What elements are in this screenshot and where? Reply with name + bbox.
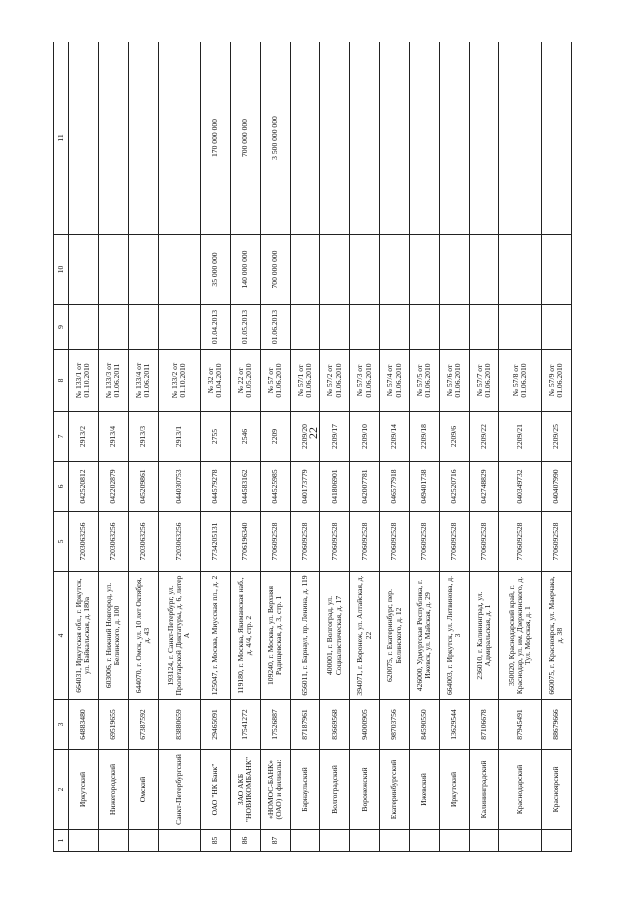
inn-cell: 7706196340 <box>230 512 260 572</box>
bik-cell: 044525985 <box>260 462 290 512</box>
inn-cell: 7706092528 <box>260 512 290 572</box>
amount-cell <box>409 235 439 305</box>
limit-cell <box>320 42 350 235</box>
agreement-cell: № 57/6 от 01.06.2010 <box>439 350 469 412</box>
date-cell <box>409 305 439 350</box>
limit-cell <box>98 42 128 235</box>
address-cell: 400001, г. Волгоград, ул. Социалистическая, д. 17 <box>320 572 350 700</box>
agreement-cell: № 22 от 01.05.2010 <box>230 350 260 412</box>
amount-cell <box>69 235 99 305</box>
agreement-cell: № 133/1 от 01.10.2010 <box>69 350 99 412</box>
okpo-cell: 87187961 <box>290 700 320 750</box>
bank-name-cell: Нижегородский <box>98 750 128 830</box>
agreement-cell: № 57/3 от 01.06.2010 <box>350 350 380 412</box>
table-row <box>128 42 158 852</box>
address-cell: 664031, Иркутская обл., г. Иркутск, ул. Байкальская, д. 180а <box>69 572 99 700</box>
table-row <box>380 42 410 852</box>
reg-number-cell: 2913/4 <box>98 412 128 462</box>
agreement-cell: № 57/2 от 01.06.2010 <box>320 350 350 412</box>
row-number-cell <box>290 830 320 852</box>
reg-number-cell: 2913/2 <box>69 412 99 462</box>
okpo-cell: 88679666 <box>541 700 571 750</box>
bank-name-cell: Ижевский <box>409 750 439 830</box>
page-number: 22 <box>306 427 320 439</box>
reg-number-cell: 2209/21 <box>499 412 542 462</box>
okpo-cell: 64883480 <box>69 700 99 750</box>
table-row <box>290 42 320 852</box>
address-cell: 394071, г. Воронеж, ул. Алтайская, д. 22 <box>350 572 380 700</box>
row-number-cell <box>69 830 99 852</box>
column-header: 9 <box>54 305 69 350</box>
address-cell: 620075, г. Екатеринбург, пер. Белинского, д. 12 <box>380 572 410 700</box>
amount-cell <box>158 235 201 305</box>
row-number-cell <box>158 830 201 852</box>
agreement-cell: № 57/4 от 01.06.2010 <box>380 350 410 412</box>
date-cell <box>439 305 469 350</box>
amount-cell: 700 000 000 <box>260 235 290 305</box>
table-row <box>439 42 469 852</box>
reg-number-cell: 2209/17 <box>320 412 350 462</box>
date-cell <box>69 305 99 350</box>
bik-cell: 046577918 <box>380 462 410 512</box>
bik-cell: 040173779 <box>290 462 320 512</box>
address-cell: 350020, Краснодарский край, г. Краснодар, ул. им. Дзержинского, д. Тул. Морская, д. 1 <box>499 572 542 700</box>
bank-name-cell: Омский <box>128 750 158 830</box>
inn-cell: 7203063256 <box>69 512 99 572</box>
limit-cell: 700 000 000 <box>230 42 260 235</box>
amount-cell <box>290 235 320 305</box>
date-cell <box>98 305 128 350</box>
column-header: 6 <box>54 462 69 512</box>
inn-cell: 7203063256 <box>158 512 201 572</box>
address-cell: 603006, г. Нижний Новгород, ул. Белинского, д. 100 <box>98 572 128 700</box>
table-row <box>499 42 542 852</box>
bik-cell: 049401738 <box>409 462 439 512</box>
bik-cell: 041806901 <box>320 462 350 512</box>
address-cell: 119180, г. Москва, Якиманская наб., д. 4/4, стр. 2 <box>230 572 260 700</box>
address-cell: 660075, г. Красноярск, ул. Маерчака, д. 38 <box>541 572 571 700</box>
limit-cell <box>380 42 410 235</box>
bank-name-cell: Краснодарский <box>499 750 542 830</box>
date-cell: 01.05.2013 <box>230 305 260 350</box>
amount-cell <box>128 235 158 305</box>
table-row <box>469 42 499 852</box>
inn-cell: 7734205131 <box>201 512 231 572</box>
table-row <box>69 42 99 852</box>
row-number-cell <box>380 830 410 852</box>
reg-number-cell: 2209/14 <box>380 412 410 462</box>
table-row <box>98 42 128 852</box>
limit-cell <box>69 42 99 235</box>
column-header: 3 <box>54 700 69 750</box>
okpo-cell: 17541272 <box>230 700 260 750</box>
bik-cell: 044579278 <box>201 462 231 512</box>
column-header: 8 <box>54 350 69 412</box>
agreement-cell: № 57 от 01.06.2010 <box>260 350 290 412</box>
table-row <box>230 42 260 852</box>
okpo-cell: 84590550 <box>409 700 439 750</box>
column-number-row <box>54 42 69 852</box>
table-row <box>320 42 350 852</box>
address-cell: 426000, Удмуртская Республика, г. Ижевск, ул. Майская, д. 29 <box>409 572 439 700</box>
rotated-page-frame <box>53 42 572 852</box>
agreement-cell: № 57/1 от 01.06.2010 <box>290 350 320 412</box>
limit-cell: 3 500 000 000 <box>260 42 290 235</box>
bik-cell: 042202879 <box>98 462 128 512</box>
row-number-cell <box>409 830 439 852</box>
bank-name-cell: Иркутский <box>439 750 469 830</box>
row-number-cell <box>541 830 571 852</box>
table-row <box>541 42 571 852</box>
reg-number-cell: 2209/22 <box>469 412 499 462</box>
bik-cell: 040407990 <box>541 462 571 512</box>
bik-cell: 042520716 <box>439 462 469 512</box>
address-cell: 664003, г. Иркутск, ул. Литвинова, д. 3 <box>439 572 469 700</box>
inn-cell: 7706092528 <box>499 512 542 572</box>
date-cell: 01.06.2013 <box>260 305 290 350</box>
column-header: 11 <box>54 42 69 235</box>
reg-number-cell: 2209/18 <box>409 412 439 462</box>
okpo-cell: 69519655 <box>98 700 128 750</box>
limit-cell <box>409 42 439 235</box>
agreement-cell: № 57/8 от 01.06.2010 <box>499 350 542 412</box>
okpo-cell: 17526887 <box>260 700 290 750</box>
column-header: 5 <box>54 512 69 572</box>
agreement-cell: № 57/9 от 01.06.2010 <box>541 350 571 412</box>
amount-cell: 35 000 000 <box>201 235 231 305</box>
table-row <box>158 42 201 852</box>
inn-cell: 7706092528 <box>350 512 380 572</box>
row-number-cell <box>320 830 350 852</box>
bank-name-cell: Волгоградский <box>320 750 350 830</box>
reg-number-cell: 2913/1 <box>158 412 201 462</box>
bank-name-cell: «НОМОС-БАНК» (ОАО) и филиалы: <box>260 750 290 830</box>
agreement-cell: № 133/4 от 01.06.2011 <box>128 350 158 412</box>
column-header: 2 <box>54 750 69 830</box>
agreement-cell: № 57/7 от 01.06.2010 <box>469 350 499 412</box>
okpo-cell: 98703756 <box>380 700 410 750</box>
reg-number-cell: 2209 <box>260 412 290 462</box>
okpo-cell: 83669568 <box>320 700 350 750</box>
okpo-cell: 13629544 <box>439 700 469 750</box>
bik-cell: 044030753 <box>158 462 201 512</box>
bank-name-cell: Барнаульский <box>290 750 320 830</box>
amount-cell <box>439 235 469 305</box>
date-cell <box>158 305 201 350</box>
table-row <box>201 42 231 852</box>
limit-cell <box>541 42 571 235</box>
column-header: 10 <box>54 235 69 305</box>
agreement-cell: № 32 от 01.04.2010 <box>201 350 231 412</box>
row-number-cell <box>98 830 128 852</box>
date-cell <box>320 305 350 350</box>
amount-cell <box>469 235 499 305</box>
address-cell: 236010, г. Калининград, ул. Адмиральская, д. 1 <box>469 572 499 700</box>
date-cell <box>350 305 380 350</box>
reg-number-cell: 2209/25 <box>541 412 571 462</box>
reg-number-cell: 2913/3 <box>128 412 158 462</box>
bik-cell: 045209861 <box>128 462 158 512</box>
bank-name-cell: ЗАО АКБ "НОВИКОМБАНК" <box>230 750 260 830</box>
inn-cell: 7706092528 <box>290 512 320 572</box>
amount-cell <box>350 235 380 305</box>
bank-name-cell: Калининградский <box>469 750 499 830</box>
agreement-cell: № 133/2 от 01.10.2010 <box>158 350 201 412</box>
address-cell: 656011, г. Барнаул, пр. Ленина, д. 119 <box>290 572 320 700</box>
amount-cell <box>320 235 350 305</box>
bik-cell: 042520812 <box>69 462 99 512</box>
limit-cell <box>158 42 201 235</box>
limit-cell: 170 000 000 <box>201 42 231 235</box>
bank-name-cell: Санкт-Петербургский <box>158 750 201 830</box>
amount-cell: 140 000 000 <box>230 235 260 305</box>
inn-cell: 7706092528 <box>409 512 439 572</box>
date-cell <box>290 305 320 350</box>
okpo-cell: 94000905 <box>350 700 380 750</box>
rotated-table-wrapper <box>53 42 572 852</box>
row-number-cell <box>499 830 542 852</box>
inn-cell: 7203063256 <box>98 512 128 572</box>
reg-number-cell: 2546 <box>230 412 260 462</box>
register-table <box>53 42 572 852</box>
limit-cell <box>350 42 380 235</box>
address-cell: 109240, г. Москва, ул. Верхняя Радищевская, д. 3, стр. 1 <box>260 572 290 700</box>
okpo-cell: 83880659 <box>158 700 201 750</box>
bank-name-cell: Красноярский <box>541 750 571 830</box>
amount-cell <box>541 235 571 305</box>
reg-number-cell: 2209/6 <box>439 412 469 462</box>
amount-cell <box>380 235 410 305</box>
inn-cell: 7706092528 <box>541 512 571 572</box>
row-number-cell <box>439 830 469 852</box>
table-row <box>409 42 439 852</box>
bank-name-cell: Воронежский <box>350 750 380 830</box>
bik-cell: 042748829 <box>469 462 499 512</box>
column-header: 7 <box>54 412 69 462</box>
inn-cell: 7706092528 <box>380 512 410 572</box>
limit-cell <box>499 42 542 235</box>
limit-cell <box>128 42 158 235</box>
reg-number-cell: 2755 <box>201 412 231 462</box>
okpo-cell: 29465091 <box>201 700 231 750</box>
bik-cell: 040349732 <box>499 462 542 512</box>
row-number-cell <box>469 830 499 852</box>
date-cell <box>469 305 499 350</box>
address-cell: 125047, г. Москва, Миусская пл., д. 2 <box>201 572 231 700</box>
column-header: 4 <box>54 572 69 700</box>
address-cell: 644070, г. Омск, ул. 10 лет Октября, д. 43 <box>128 572 158 700</box>
limit-cell <box>290 42 320 235</box>
bank-name-cell: Иркутский <box>69 750 99 830</box>
date-cell <box>128 305 158 350</box>
okpo-cell: 87106678 <box>469 700 499 750</box>
row-number-cell: 85 <box>201 830 231 852</box>
agreement-cell: № 57/5 от 01.06.2010 <box>409 350 439 412</box>
limit-cell <box>469 42 499 235</box>
table-row <box>260 42 290 852</box>
date-cell <box>541 305 571 350</box>
address-cell: 193124, г. Санкт-Петербург, ул. Пролетарской Диктатуры, д. 6, литер А <box>158 572 201 700</box>
bank-name-cell: Екатеринбургский <box>380 750 410 830</box>
inn-cell: 7706092528 <box>439 512 469 572</box>
inn-cell: 7706092528 <box>469 512 499 572</box>
table-row <box>350 42 380 852</box>
date-cell <box>380 305 410 350</box>
limit-cell <box>439 42 469 235</box>
date-cell: 01.04.2013 <box>201 305 231 350</box>
bank-name-cell: ОАО "НК Банк" <box>201 750 231 830</box>
row-number-cell <box>350 830 380 852</box>
bik-cell: 044583162 <box>230 462 260 512</box>
inn-cell: 7706092528 <box>320 512 350 572</box>
date-cell <box>499 305 542 350</box>
inn-cell: 7203063256 <box>128 512 158 572</box>
okpo-cell: 67387592 <box>128 700 158 750</box>
okpo-cell: 87945491 <box>499 700 542 750</box>
column-header: 1 <box>54 830 69 852</box>
row-number-cell: 86 <box>230 830 260 852</box>
bik-cell: 042007781 <box>350 462 380 512</box>
amount-cell <box>98 235 128 305</box>
row-number-cell: 87 <box>260 830 290 852</box>
agreement-cell: № 133/3 от 01.06.2011 <box>98 350 128 412</box>
reg-number-cell: 2209/20 <box>290 412 320 462</box>
amount-cell <box>499 235 542 305</box>
row-number-cell <box>128 830 158 852</box>
reg-number-cell: 2209/10 <box>350 412 380 462</box>
